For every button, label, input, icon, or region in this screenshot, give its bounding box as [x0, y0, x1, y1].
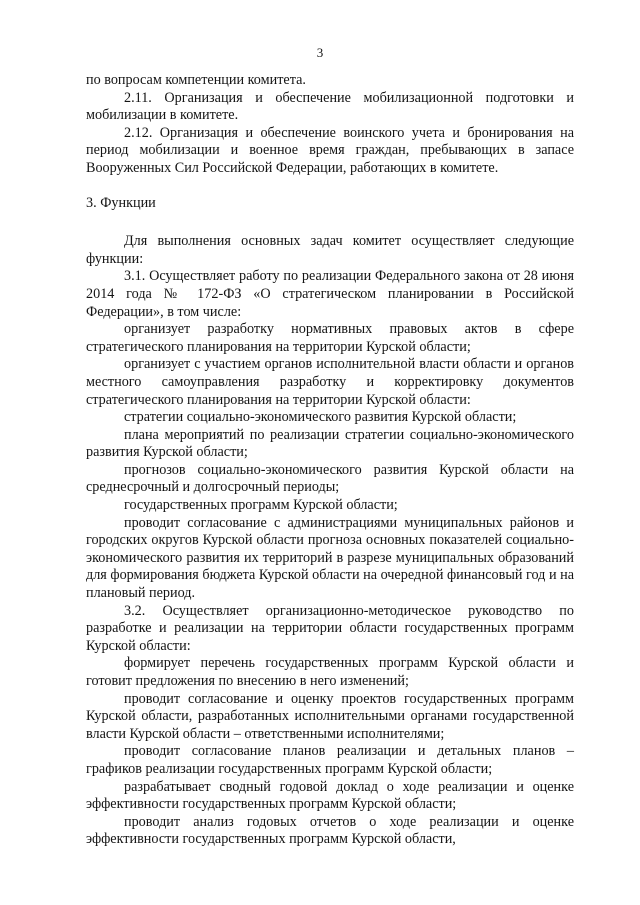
paragraph: 2.11. Организация и обеспечение мобилизационной подготовки и мобилизации в комитете.: [86, 89, 574, 124]
paragraph: проводит анализ годовых отчетов о ходе реализации и оценке эффективности государственных программ Курской области,: [86, 813, 574, 848]
page-number: 3: [316, 45, 324, 60]
paragraph: 3.2. Осуществляет организационно-методическое руководство по разработке и реализации на территории области государственных программ Курской области:: [86, 602, 574, 654]
paragraph: организует разработку нормативных правовых актов в сфере стратегического планирования на территории Курской области;: [86, 321, 574, 355]
document-body: [86, 72, 574, 849]
section-heading: 3. Функции: [86, 194, 156, 211]
paragraph: государственных программ Курской области;: [124, 497, 398, 514]
paragraph: 3.1. Осуществляет работу по реализации Федерального закона от 28 июня 2014 года № 172-ФЗ «О стратегическом планировании в Российской Федерации», в том числе:: [86, 268, 574, 320]
paragraph: формирует перечень государственных программ Курской области и готовит предложения по внесению в него изменений;: [86, 655, 574, 689]
paragraph: 2.12. Организация и обеспечение воинского учета и бронирования на период мобилизации и военное время граждан, пребывающих в запасе Вооруженных Сил Российской Федерации, работающих в комитете.: [86, 124, 574, 176]
paragraph: проводит согласование и оценку проектов государственных программ Курской области, разработанных исполнительными органами государственной власти Курской области – ответственными исполнителями;: [86, 690, 574, 742]
paragraph: прогнозов социально-экономического развития Курской области на среднесрочный и долгосрочный периоды;: [86, 461, 574, 496]
paragraph: стратегии социально-экономического развития Курской области;: [124, 409, 517, 426]
paragraph: организует с участием органов исполнительной власти области и органов местного самоуправления разработку и корректировку документов стратегического планирования на территории Курской области:: [86, 356, 574, 408]
paragraph: по вопросам компетенции комитета.: [86, 72, 306, 88]
paragraph: плана мероприятий по реализации стратегии социально-экономического развития Курской области;: [86, 426, 574, 461]
paragraph: проводит согласование планов реализации и детальных планов – графиков реализации государственных программ Курской области;: [86, 743, 574, 777]
paragraph: проводит согласование с администрациями муниципальных районов и городских округов Курской области прогноза основных показателей социально-экономического развития их территорий в разрезе муниципальных образований для формирования бюджета Курской области на очередной финансовый год и на плановый период.: [86, 514, 574, 602]
paragraph: Для выполнения основных задач комитет осуществляет следующие функции:: [86, 233, 574, 267]
paragraph: разрабатывает сводный годовой доклад о ходе реализации и оценке эффективности государственных программ Курской области;: [86, 778, 574, 813]
